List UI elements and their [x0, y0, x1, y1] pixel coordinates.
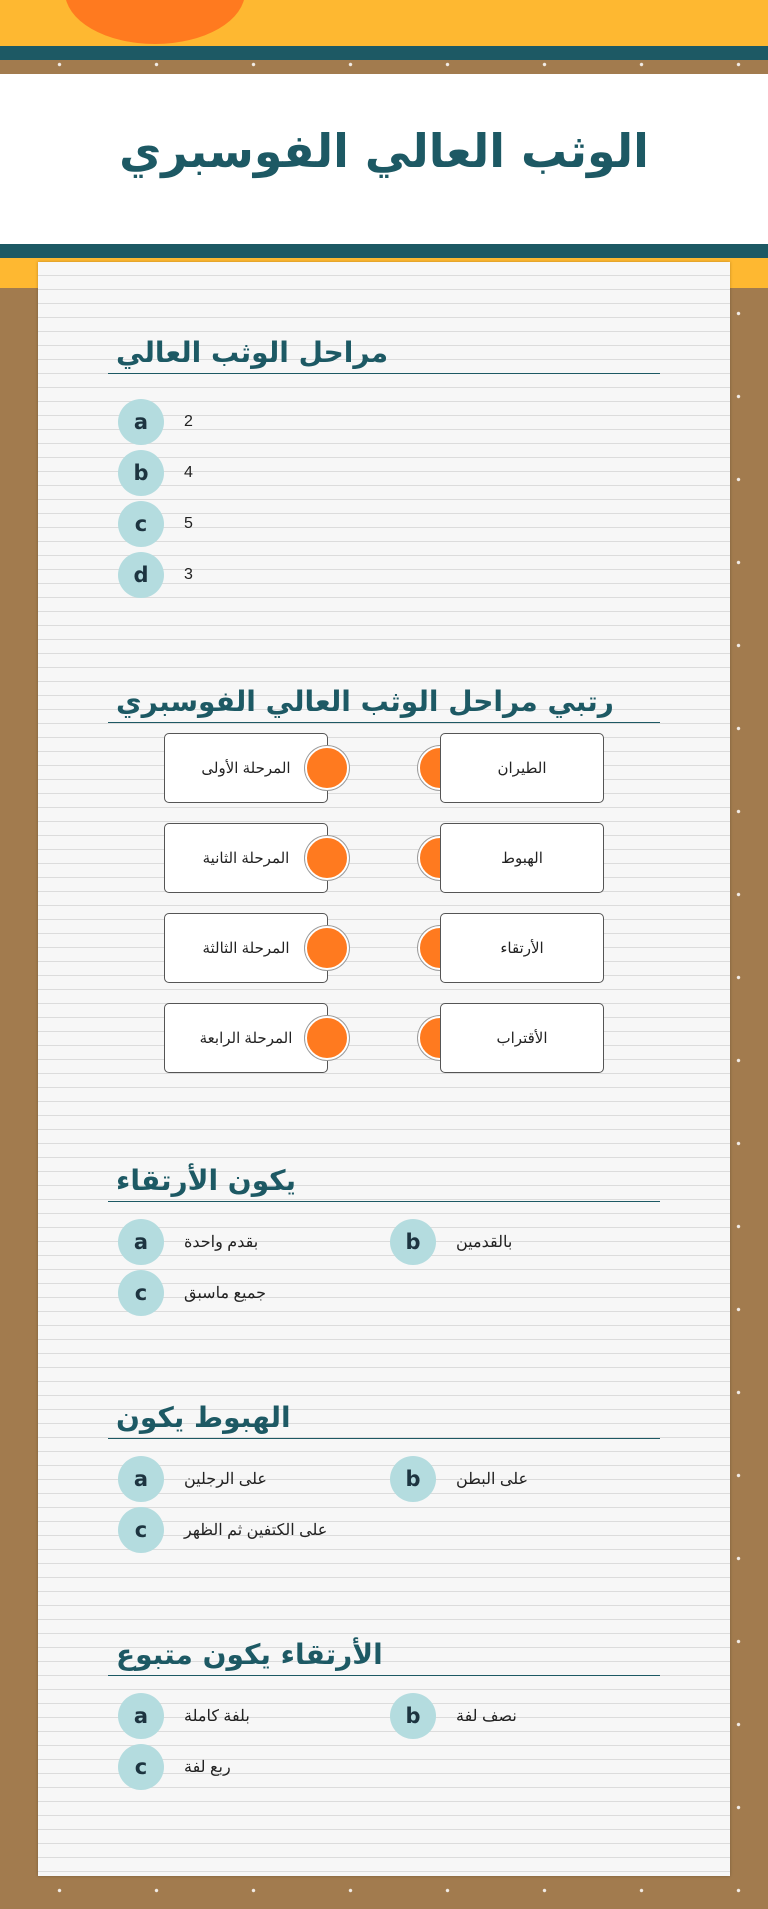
option-letter-badge: b — [390, 1693, 436, 1739]
question-2-title: رتبي مراحل الوثب العالي الفوسبري — [108, 681, 660, 723]
option-text: على الرجلين — [184, 1471, 267, 1488]
q1-option-d[interactable] — [118, 552, 193, 598]
q1-option-c[interactable] — [118, 501, 193, 547]
q3-option-c[interactable] — [118, 1270, 266, 1316]
match-right-item[interactable]: الأرتقاء — [440, 913, 604, 983]
option-text: بالقدمين — [456, 1234, 513, 1251]
option-letter-badge: c — [118, 1270, 164, 1316]
option-letter-badge: c — [118, 1507, 164, 1553]
question-3-title: يكون الأرتقاء — [108, 1160, 660, 1202]
option-letter-badge: a — [118, 1456, 164, 1502]
q1-option-b[interactable] — [118, 450, 193, 496]
q5-option-b[interactable] — [390, 1693, 517, 1739]
q5-option-c[interactable] — [118, 1744, 231, 1790]
match-right-item[interactable]: الأقتراب — [440, 1003, 604, 1073]
question-3 — [108, 1160, 660, 1202]
option-letter-badge: c — [118, 501, 164, 547]
match-left-item[interactable]: المرحلة الأولى — [164, 733, 328, 803]
match-connector-dot[interactable] — [305, 1016, 349, 1060]
match-left-item[interactable]: المرحلة الرابعة — [164, 1003, 328, 1073]
option-letter-badge: b — [390, 1219, 436, 1265]
title-divider — [0, 244, 768, 258]
q5-option-a[interactable] — [118, 1693, 250, 1739]
q3-option-a[interactable] — [118, 1219, 258, 1265]
question-1-title: مراحل الوثب العالي — [108, 332, 660, 374]
q1-option-a[interactable] — [118, 399, 193, 445]
option-letter-badge: b — [390, 1456, 436, 1502]
match-left-item[interactable]: المرحلة الثانية — [164, 823, 328, 893]
q4-option-b[interactable] — [390, 1456, 528, 1502]
option-letter-badge: a — [118, 1693, 164, 1739]
option-letter-badge: a — [118, 399, 164, 445]
question-5-title: الأرتقاء يكون متبوع — [108, 1634, 660, 1676]
option-text: 5 — [184, 515, 193, 532]
option-text: على الكتفين ثم الظهر — [184, 1522, 328, 1539]
question-4-title: الهبوط يكون — [108, 1397, 660, 1439]
match-connector-dot[interactable] — [305, 746, 349, 790]
question-1 — [108, 332, 660, 374]
match-right-item[interactable]: الهبوط — [440, 823, 604, 893]
sun-shape — [65, 0, 245, 44]
option-letter-badge: c — [118, 1744, 164, 1790]
match-connector-dot[interactable] — [305, 926, 349, 970]
match-connector-dot[interactable] — [305, 836, 349, 880]
title-banner — [0, 74, 768, 244]
option-text: ربع لفة — [184, 1759, 231, 1776]
option-text: 2 — [184, 413, 193, 430]
question-4 — [108, 1397, 660, 1439]
top-banner — [0, 0, 768, 60]
option-text: بلفة كاملة — [184, 1708, 250, 1725]
option-letter-badge: a — [118, 1219, 164, 1265]
match-left-item[interactable]: المرحلة الثالثة — [164, 913, 328, 983]
option-text: بقدم واحدة — [184, 1234, 259, 1251]
page-title: الوثب العالي الفوسبري — [119, 124, 649, 178]
q3-option-b[interactable] — [390, 1219, 512, 1265]
option-text: جميع ماسبق — [184, 1285, 266, 1302]
question-5 — [108, 1634, 660, 1676]
option-text: على البطن — [456, 1471, 529, 1488]
option-text: 3 — [184, 566, 193, 583]
option-letter-badge: d — [118, 552, 164, 598]
question-2 — [108, 681, 660, 723]
q4-option-c[interactable] — [118, 1507, 327, 1553]
option-text: 4 — [184, 464, 193, 481]
q4-option-a[interactable] — [118, 1456, 267, 1502]
option-text: نصف لفة — [456, 1708, 517, 1725]
option-letter-badge: b — [118, 450, 164, 496]
match-right-item[interactable]: الطيران — [440, 733, 604, 803]
